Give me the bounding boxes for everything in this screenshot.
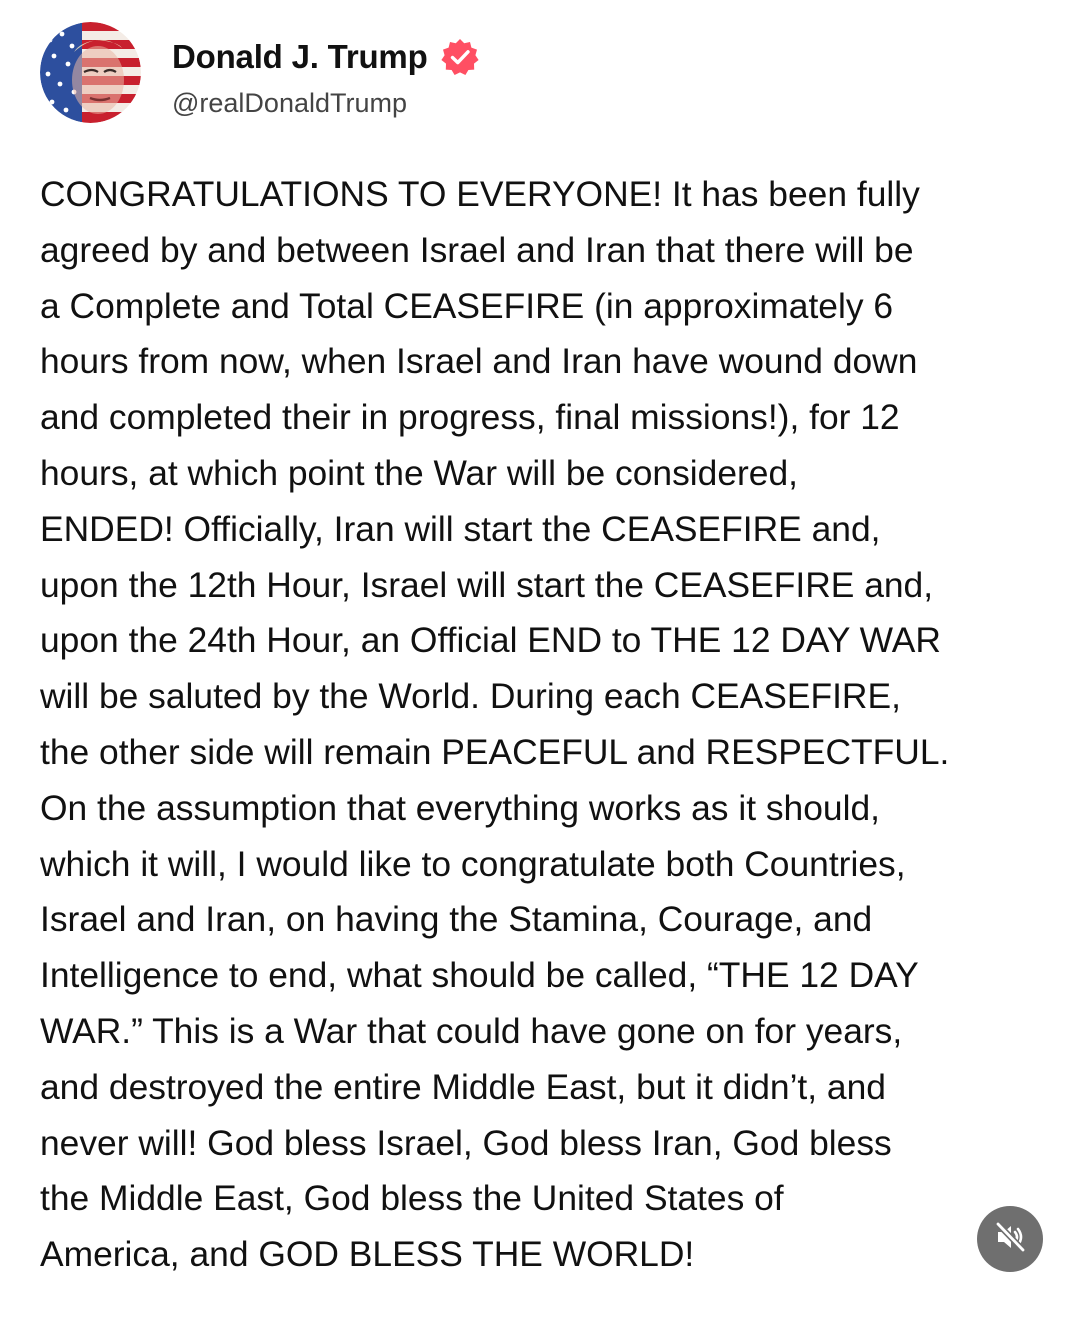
mute-toggle-button[interactable] xyxy=(977,1206,1043,1272)
post-text-line: which it will, I would like to congratulate both Countries, xyxy=(40,843,906,884)
post-text-line: hours, at which point the War will be considered, xyxy=(40,452,798,493)
post-text-line: the other side will remain PEACEFUL and RESPECTFUL. xyxy=(40,731,950,772)
post-text xyxy=(40,167,1050,1283)
display-name[interactable]: Donald J. Trump xyxy=(172,38,428,75)
post-text-line: On the assumption that everything works as it should, xyxy=(40,787,880,828)
post-text-line: agreed by and between Israel and Iran that there will be xyxy=(40,229,914,270)
post-text-line: ENDED! Officially, Iran will start the CEASEFIRE and, xyxy=(40,508,881,549)
post-text-line: WAR.” This is a War that could have gone on for years, xyxy=(40,1010,903,1051)
post-text-line: Intelligence to end, what should be called, “THE 12 DAY xyxy=(40,955,919,996)
post-text-line: upon the 24th Hour, an Official END to THE 12 DAY WAR xyxy=(40,620,941,661)
post-text-line: and destroyed the entire Middle East, but it didn’t, and xyxy=(40,1066,886,1107)
avatar-image xyxy=(40,22,141,123)
post-text-line: a Complete and Total CEASEFIRE (in approximately 6 xyxy=(40,285,894,326)
post-text-line: never will! God bless Israel, God bless Iran, God bless xyxy=(40,1122,892,1163)
verified-badge-icon xyxy=(440,37,480,77)
post-text-line: will be saluted by the World. During each CEASEFIRE, xyxy=(40,676,901,717)
post-text-line: the Middle East, God bless the United States of xyxy=(40,1178,784,1219)
post-text-line: hours from now, when Israel and Iran have wound down xyxy=(40,341,918,382)
post-text-line: and completed their in progress, final missions!), for 12 xyxy=(40,397,900,438)
post-text-line: upon the 12th Hour, Israel will start the CEASEFIRE and, xyxy=(40,564,934,605)
post-text-line: America, and GOD BLESS THE WORLD! xyxy=(40,1234,695,1275)
post-text-line: Israel and Iran, on having the Stamina, Courage, and xyxy=(40,899,873,940)
avatar[interactable] xyxy=(40,22,141,123)
username-handle[interactable]: @realDonaldTrump xyxy=(172,88,407,118)
post-header xyxy=(40,22,740,126)
post-text-line: CONGRATULATIONS TO EVERYONE! It has been fully xyxy=(40,174,920,214)
speaker-muted-icon xyxy=(993,1220,1027,1259)
name-row xyxy=(172,34,480,80)
